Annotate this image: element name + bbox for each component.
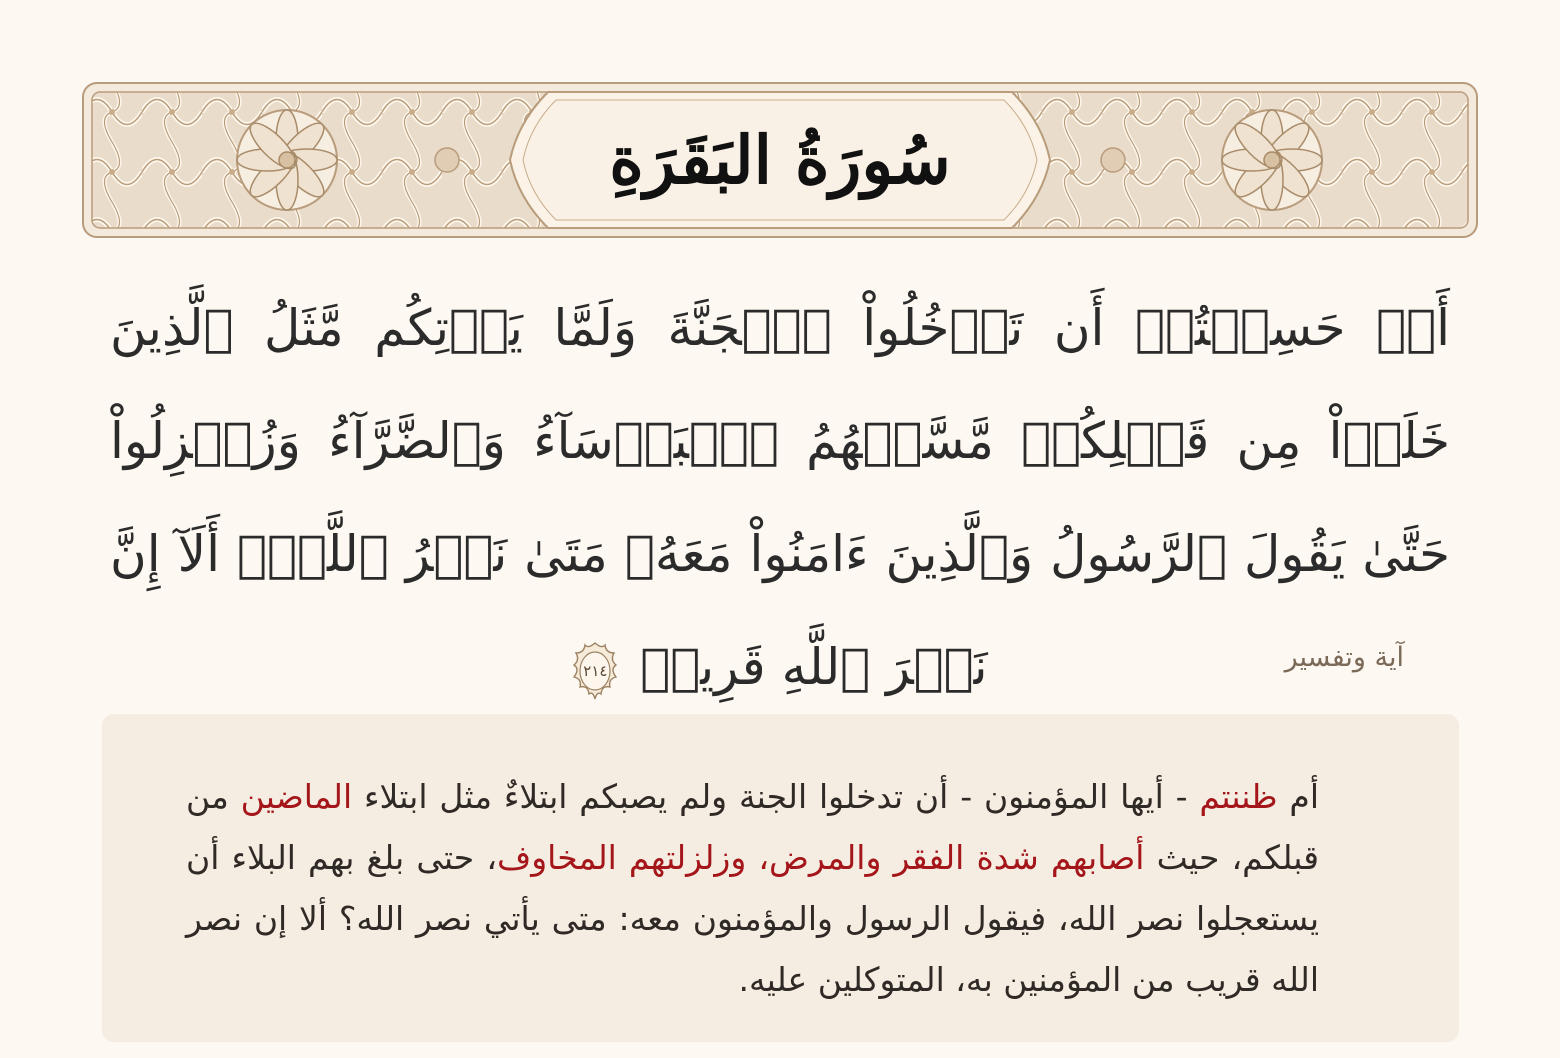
section-label: آية وتفسير xyxy=(1284,642,1404,673)
surah-title: سُورَةُ البَقَرَةِ xyxy=(609,121,951,199)
tafsir-highlight: أصابهم شدة الفقر والمرض، وزلزلتهم المخاوف xyxy=(497,838,1145,877)
verse-text: أَمۡ حَسِبۡتُمۡ أَن تَدۡخُلُواْ ٱلۡجَنَّةَ وَلَمَّا يَأۡتِكُم مَّثَلُ ٱلَّذِينَ خَلَوۡاْ مِن قَبۡلِكُمۖ مَّسَّتۡهُمُ ٱلۡبَأۡسَآءُ وَٱلضَّرَّآءُ وَزُلۡزِلُواْ حَتَّىٰ يَقُولَ ٱلرَّسُولُ وَٱلَّذِينَ ءَامَنُواْ مَعَهُۥ مَتَىٰ نَصۡرُ ٱللَّهِۗ أَلَآ إِنَّ نَصۡرَ ٱللَّهِ قَرِيبٞ xyxy=(110,299,1450,696)
ayah-number: ٢١٤ xyxy=(583,662,608,680)
tafsir-card xyxy=(102,714,1459,1042)
tafsir-segment: أم xyxy=(1277,777,1319,816)
tafsir-highlight: الماضين xyxy=(240,777,353,816)
tafsir-segment: ، حتى بلغ بهم البلاء أن يستعجلوا نصر الله، فيقول الرسول والمؤمنون معه: متى يأتي نصر الله؟ ألا إن نصر الله قريب من المؤمنين به، المتوكلين عليه. xyxy=(186,838,1319,999)
tafsir-segment: - أيها المؤمنون - أن تدخلوا الجنة ولم يصبكم ابتلاءٌ مثل ابتلاء xyxy=(352,777,1200,816)
tafsir-text xyxy=(186,766,1319,1010)
verse-text-block xyxy=(110,272,1450,724)
tafsir-highlight: ظننتم xyxy=(1199,777,1278,816)
tafsir-segment: من قبلكم، حيث xyxy=(186,777,1319,877)
ayah-end-marker-icon xyxy=(572,641,618,701)
